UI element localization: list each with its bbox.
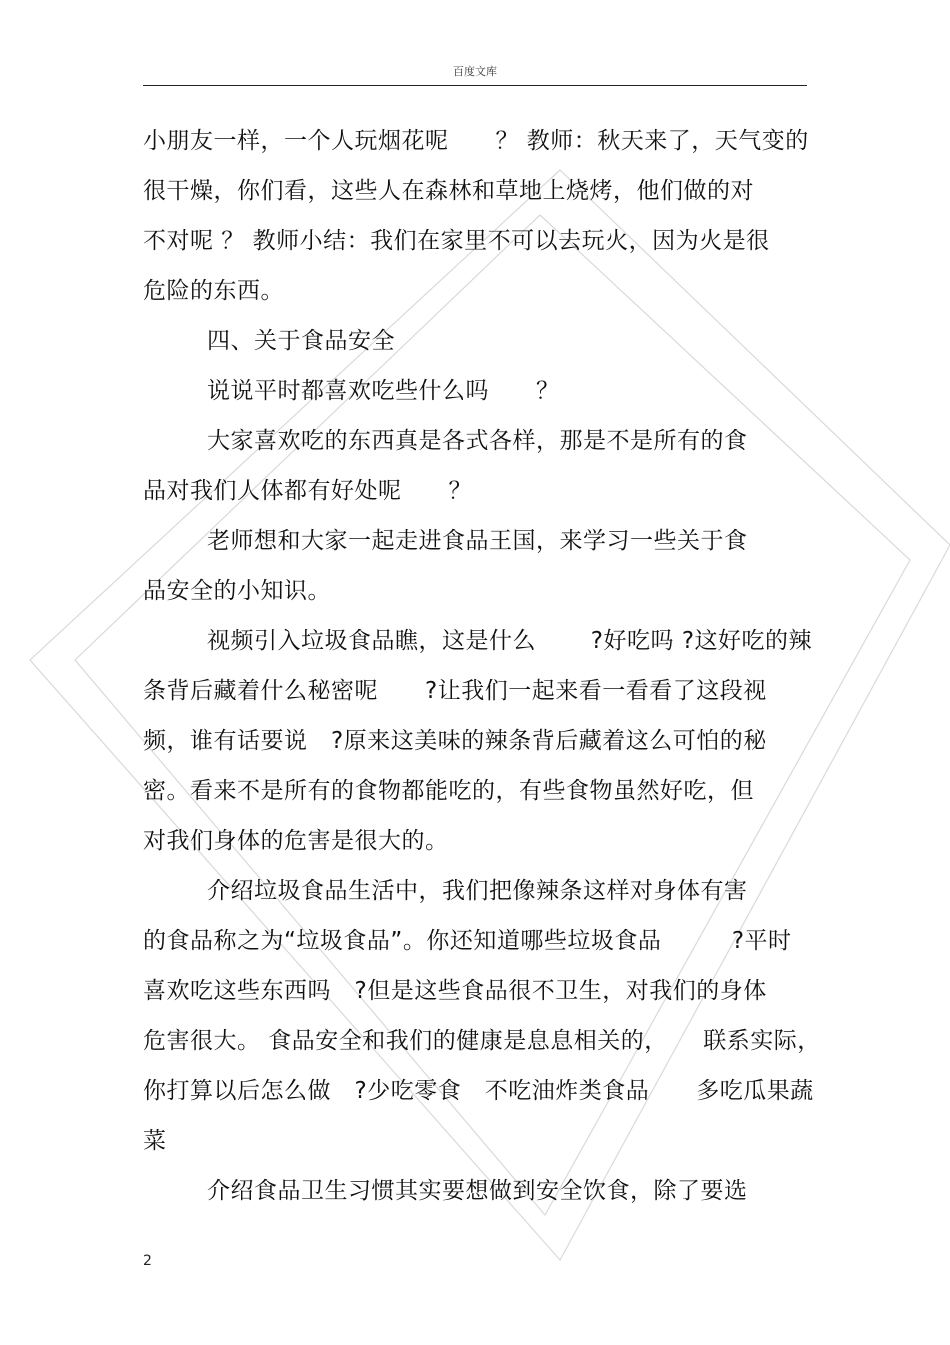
section-heading: 四、关于食品安全 [207,328,395,354]
body-text-line: 菜 [143,1128,167,1154]
body-text-line: 说说平时都喜欢吃些什么吗 ？ [207,378,560,404]
body-text-line: 老师想和大家一起走进食品王国，来学习一些关于食 [207,528,748,554]
body-text-line: 很干燥，你们看，这些人在森林和草地上烧烤，他们做的对 [143,178,754,204]
body-text-line: 喜欢吃这些东西吗 ?但是这些食品很不卫生，对我们的身体 [143,978,767,1004]
body-text-line: 的食品称之为“垃圾食品”。你还知道哪些垃圾食品 ?平时 [143,928,792,954]
body-text-line: 介绍垃圾食品生活中，我们把像辣条这样对身体有害 [207,878,748,904]
body-text-line: 视频引入垃圾食品瞧，这是什么 ?好吃吗 ?这好吃的辣 [207,628,813,654]
body-text-line: 大家喜欢吃的东西真是各式各样，那是不是所有的食 [207,428,748,454]
body-text-line: 条背后藏着什么秘密呢 ?让我们一起来看一看看了这段视 [143,678,767,704]
body-text-line: 小朋友一样，一个人玩烟花呢 ？ 教师：秋天来了，天气变的 [143,128,809,154]
body-text-line: 密。看来不是所有的食物都能吃的，有些食物虽然好吃，但 [143,778,754,804]
header-divider [143,85,807,86]
page-number: 2 [143,1253,152,1269]
body-text-line: 品对我们人体都有好处呢 ？ [143,478,472,504]
body-text-line: 介绍食品卫生习惯其实要想做到安全饮食，除了要选 [207,1178,748,1204]
body-text-line: 危害很大。 食品安全和我们的健康是息息相关的， 联系实际， [143,1028,821,1054]
body-text-line: 频，谁有话要说 ?原来这美味的辣条背后藏着这么可怕的秘 [143,728,767,754]
body-text-line: 品安全的小知识。 [143,578,331,604]
body-text-line: 不对呢 ？ 教师小结：我们在家里不可以去玩火，因为火是很 [143,228,770,254]
body-text-line: 对我们身体的危害是很大的。 [143,828,449,854]
body-text-line: 你打算以后怎么做 ?少吃零食 不吃油炸类食品 多吃瓜果蔬 [143,1078,814,1104]
page-header-title: 百度文库 [453,65,497,78]
body-text-line: 危险的东西。 [143,278,284,304]
